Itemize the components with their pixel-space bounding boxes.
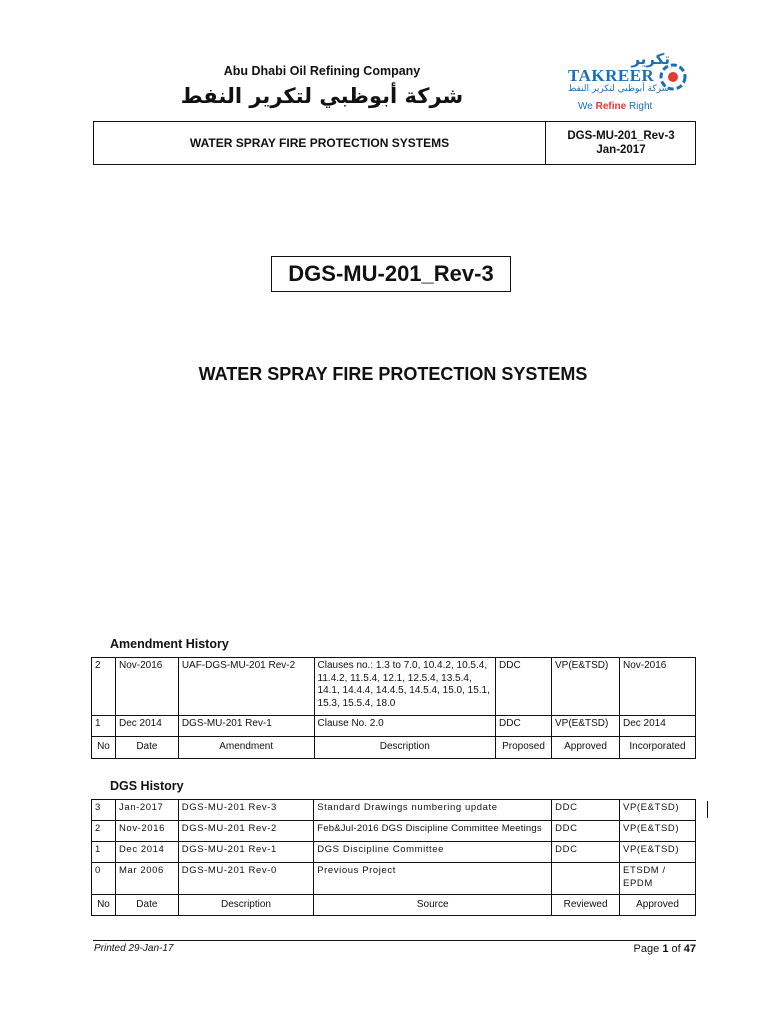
header-description: Description <box>314 737 496 759</box>
cell-approved: VP(E&TSD) <box>620 842 696 863</box>
cell-source: Previous Project <box>314 863 552 895</box>
dgs-history-heading: DGS History <box>110 779 184 793</box>
header-box-date: Jan-2017 <box>596 144 646 156</box>
header-amendment: Amendment <box>178 737 314 759</box>
printed-date: Printed 29-Jan-17 <box>94 943 174 954</box>
cell-description: DGS-MU-201 Rev-1 <box>178 842 313 863</box>
cell-amendment: UAF-DGS-MU-201 Rev-2 <box>178 658 314 716</box>
cell-description: DGS-MU-201 Rev-3 <box>178 800 313 821</box>
header-box <box>93 121 696 165</box>
cell-source: DGS Discipline Committee <box>314 842 552 863</box>
cell-approved: ETSDM / EPDM <box>620 863 696 895</box>
header-reviewed: Reviewed <box>552 895 620 916</box>
cell-reviewed: DDC <box>552 821 620 842</box>
table-header-row <box>92 895 696 916</box>
cell-no: 1 <box>92 842 116 863</box>
tagline-we: We <box>578 101 593 112</box>
takreer-swirl-logo-icon <box>658 62 688 92</box>
header-incorporated: Incorporated <box>619 737 695 759</box>
tagline-right: Right <box>628 101 653 112</box>
logo-tagline <box>578 101 652 112</box>
cell-amendment: DGS-MU-201 Rev-1 <box>178 716 314 737</box>
logo-name: TAKREER <box>568 66 655 85</box>
cell-reviewed: DDC <box>552 842 620 863</box>
header-box-title: WATER SPRAY FIRE PROTECTION SYSTEMS <box>94 122 546 164</box>
cell-no: 2 <box>92 658 116 716</box>
cell-description: Clauses no.: 1.3 to 7.0, 10.4.2, 10.5.4, 11.4.2, 11.5.4, 12.1, 12.5.4, 13.5.4, 14.1, 14.4.4, 14.4.5, 14.5.4, 15.0, 15.1, 15.3, 15.5.4, 18.0 <box>314 658 496 716</box>
header-no: No <box>92 737 116 759</box>
header-date: Date <box>115 737 178 759</box>
logo-arabic-text: تكرير <box>631 50 670 68</box>
cell-reviewed <box>552 863 620 895</box>
cell-no: 0 <box>92 863 116 895</box>
footer-divider <box>93 940 696 941</box>
cell-source: Standard Drawings numbering update <box>314 800 552 821</box>
header-box-meta <box>546 122 696 164</box>
cell-date: Nov-2016 <box>115 821 178 842</box>
page-total: 47 <box>683 943 696 955</box>
cell-no: 3 <box>92 800 116 821</box>
cell-proposed: DDC <box>496 658 552 716</box>
cell-date: Jan-2017 <box>115 800 178 821</box>
header-no: No <box>92 895 116 916</box>
cell-approved: VP(E&TSD) <box>552 658 620 716</box>
cell-date: Mar 2006 <box>115 863 178 895</box>
document-title: WATER SPRAY FIRE PROTECTION SYSTEMS <box>198 364 588 384</box>
header-box-code: DGS-MU-201_Rev-3 <box>567 130 675 142</box>
cell-approved: VP(E&TSD) <box>620 800 696 821</box>
cell-incorporated: Nov-2016 <box>619 658 695 716</box>
cell-description: DGS-MU-201 Rev-2 <box>178 821 313 842</box>
header-proposed: Proposed <box>496 737 552 759</box>
logo-arabic-subtitle: شركة أبوظبي لتكرير النفط <box>568 84 670 94</box>
table-header-row <box>92 737 696 759</box>
header-date: Date <box>115 895 178 916</box>
cell-description: Clause No. 2.0 <box>314 716 496 737</box>
takreer-logo <box>548 50 698 118</box>
margin-change-bar <box>707 801 708 818</box>
cell-source: Feb&Jul-2016 DGS Discipline Committee Meetings <box>314 821 552 842</box>
tagline-refine: Refine <box>595 101 627 112</box>
cell-date: Dec 2014 <box>115 716 178 737</box>
page-number <box>560 943 696 955</box>
header-approved: Approved <box>552 737 620 759</box>
table-row <box>92 863 696 895</box>
amendment-history-heading: Amendment History <box>110 637 229 651</box>
document-code: DGS-MU-201_Rev-3 <box>271 256 511 292</box>
cell-proposed: DDC <box>496 716 552 737</box>
cell-no: 1 <box>92 716 116 737</box>
cell-no: 2 <box>92 821 116 842</box>
header-description: Description <box>178 895 313 916</box>
dgs-history-table <box>91 799 696 916</box>
cell-description: DGS-MU-201 Rev-0 <box>178 863 313 895</box>
table-row <box>92 716 696 737</box>
page-current: 1 <box>662 943 669 955</box>
page-word: Page <box>633 943 660 955</box>
cell-date: Nov-2016 <box>115 658 178 716</box>
cell-approved: VP(E&TSD) <box>620 821 696 842</box>
header-source: Source <box>314 895 552 916</box>
company-name-arabic: شركة أبوظبي لتكرير النفط <box>180 84 464 108</box>
table-row <box>92 658 696 716</box>
cell-approved: VP(E&TSD) <box>552 716 620 737</box>
company-name-english: Abu Dhabi Oil Refining Company <box>223 64 421 78</box>
cell-date: Dec 2014 <box>115 842 178 863</box>
table-row <box>92 800 696 821</box>
page-of: of <box>671 943 681 955</box>
table-row <box>92 842 696 863</box>
cell-incorporated: Dec 2014 <box>619 716 695 737</box>
table-row <box>92 821 696 842</box>
amendment-history-table <box>91 657 696 759</box>
cell-reviewed: DDC <box>552 800 620 821</box>
header-approved: Approved <box>620 895 696 916</box>
